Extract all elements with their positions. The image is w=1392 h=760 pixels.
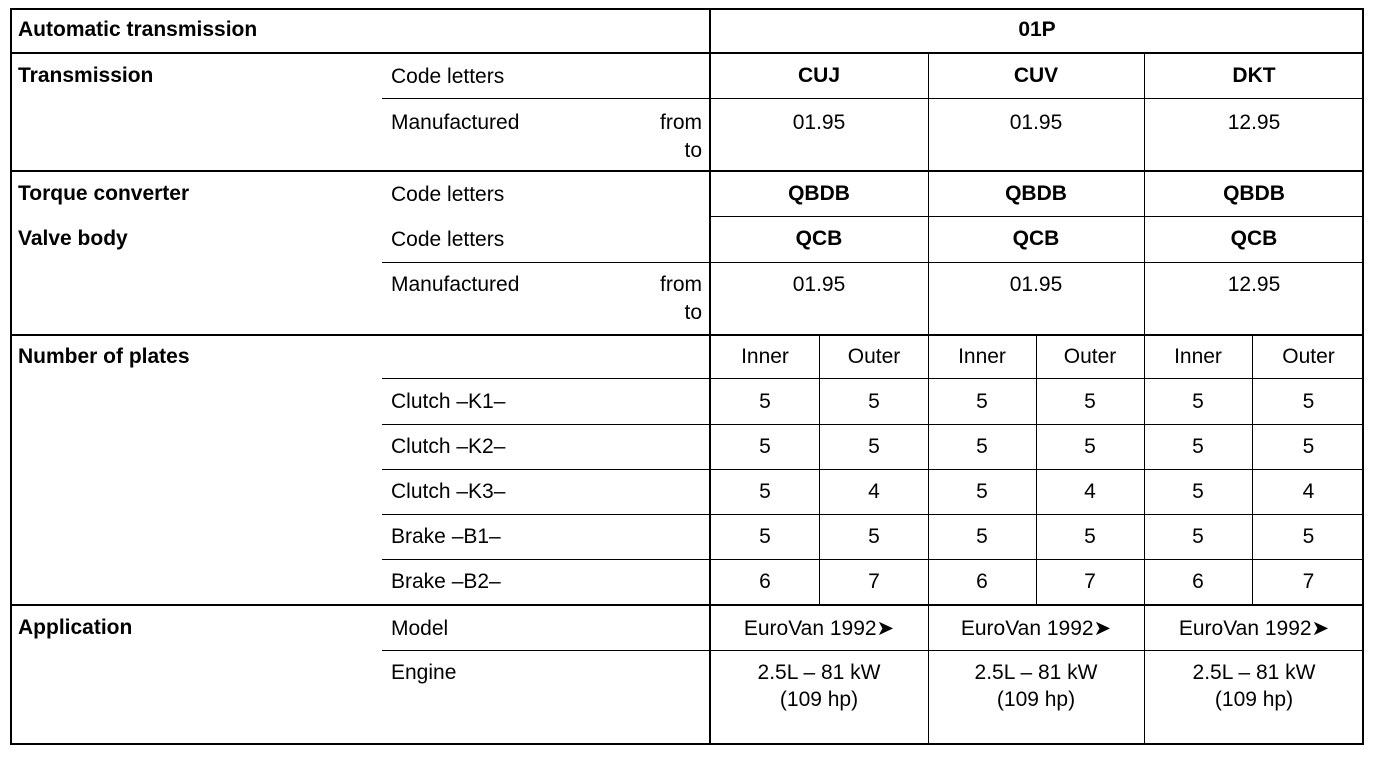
plate-outer-count: 7 [1084,570,1096,593]
trans-to-label: to [684,139,702,162]
plates-outer-header: Outer [1063,345,1117,368]
plate-outer-count: 5 [1084,390,1096,413]
section-torque-converter: Torque converter [18,182,190,205]
plate-outer-count: 5 [1084,525,1096,548]
torque-code: QBDB [1005,182,1067,205]
plate-inner-count: 5 [976,435,988,458]
valve-to-label: to [684,301,702,324]
rule-sub-1 [819,334,820,604]
valve-code: QCB [1012,227,1060,250]
plate-inner-count: 5 [976,480,988,503]
plate-inner-count: 5 [759,435,771,458]
rule-sub-3 [1252,334,1253,604]
plate-outer-count: 5 [1302,525,1315,548]
valve-from-date: 01.95 [792,273,846,296]
valve-code-letters-label: Code letters [391,228,505,251]
valve-from-date: 12.95 [1227,273,1281,296]
trans-from-date: 01.95 [792,111,846,134]
valve-from-date: 01.95 [1009,273,1063,296]
rule-plates-r2 [382,469,1364,470]
plates-outer-header: Outer [847,345,901,368]
trans-code: CUJ [797,64,840,87]
trans-code: CUV [1013,64,1059,87]
plate-inner-count: 5 [1192,525,1204,548]
plate-outer-count: 4 [868,480,880,503]
plates-inner-header: Inner [958,345,1006,368]
plate-outer-count: 5 [868,435,880,458]
plate-inner-count: 5 [759,525,771,548]
torque-code-letters-label: Code letters [391,183,505,206]
rule-torque-bottom [710,216,1364,217]
plate-inner-count: 5 [976,390,988,413]
plate-row-name: Brake –B2– [391,570,501,593]
application-model: EuroVan 1992➤ [1178,617,1330,640]
application-model: EuroVan 1992➤ [960,617,1112,640]
plate-outer-count: 5 [1302,390,1315,413]
trans-code-letters-label: Code letters [391,65,505,88]
trans-from-date: 12.95 [1227,111,1281,134]
application-engine: 2.5L – 81 kW (109 hp) [757,661,881,711]
plate-inner-count: 5 [1192,480,1204,503]
section-transmission: Transmission [18,64,154,87]
valve-manufactured-label: Manufactured [391,273,520,296]
plate-inner-count: 5 [759,480,771,503]
header-label: Automatic transmission [18,18,258,41]
trans-from-label: from [660,111,702,134]
plate-row-name: Brake –B1– [391,525,501,548]
section-application: Application [18,616,133,639]
rule-plates-r3 [382,514,1364,515]
trans-from-date: 01.95 [1009,111,1063,134]
section-number-of-plates: Number of plates [18,345,190,368]
plate-inner-count: 5 [1192,390,1204,413]
plate-outer-count: 5 [868,525,880,548]
rule-valve-bottom [10,334,1364,336]
rule-trans-code [382,98,1364,99]
plate-outer-count: 4 [1084,480,1096,503]
rule-trans-bottom [10,170,1364,172]
plate-inner-count: 5 [1192,435,1204,458]
rule-plates-r4 [382,559,1364,560]
application-engine: 2.5L – 81 kW (109 hp) [974,661,1098,711]
plate-inner-count: 6 [759,570,771,593]
header-code: 01P [1018,18,1056,41]
application-engine: 2.5L – 81 kW (109 hp) [1192,661,1316,711]
plate-outer-count: 4 [1302,480,1315,503]
application-model: EuroVan 1992➤ [743,617,895,640]
rule-plates-r1 [382,424,1364,425]
valve-from-label: from [660,273,702,296]
section-valve-body: Valve body [18,227,128,250]
plate-outer-count: 5 [1084,435,1096,458]
plate-outer-count: 5 [1302,435,1315,458]
plate-inner-count: 6 [1192,570,1204,593]
valve-code: QCB [1230,227,1278,250]
application-model-label: Model [391,617,449,640]
torque-code: QBDB [1223,182,1285,205]
plates-inner-header: Inner [741,345,789,368]
rule-plates-head [382,378,1364,379]
rule-plates-bottom [10,604,1364,606]
plate-inner-count: 6 [976,570,988,593]
trans-manufactured-label: Manufactured [391,111,520,134]
rule-header-bottom [10,52,1364,54]
plates-outer-header: Outer [1282,345,1335,368]
plate-row-name: Clutch –K2– [391,435,506,458]
plate-outer-count: 7 [868,570,880,593]
rule-model-bottom [382,650,1364,651]
plate-inner-count: 5 [759,390,771,413]
plate-inner-count: 5 [976,525,988,548]
plate-outer-count: 7 [1302,570,1315,593]
application-engine-label: Engine [391,661,457,684]
rule-sub-2 [1036,334,1037,604]
rule-valve-code [382,262,1364,263]
valve-code: QCB [795,227,843,250]
plate-row-name: Clutch –K3– [391,480,506,503]
trans-code: DKT [1232,64,1276,87]
plates-inner-header: Inner [1174,345,1222,368]
plate-outer-count: 5 [868,390,880,413]
plate-row-name: Clutch –K1– [391,390,506,413]
torque-code: QBDB [788,182,850,205]
